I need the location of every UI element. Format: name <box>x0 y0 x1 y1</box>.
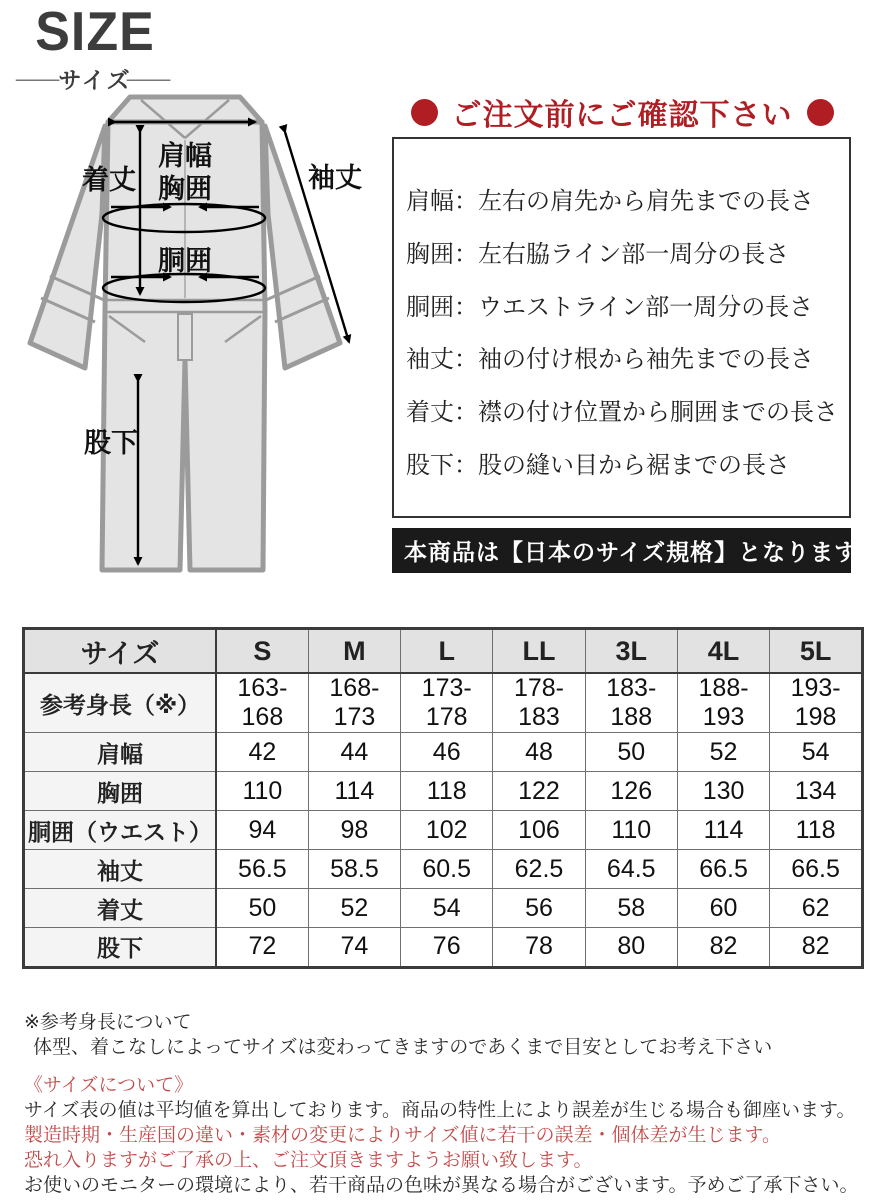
table-cell: 54 <box>770 733 862 772</box>
table-cell: 46 <box>401 733 493 772</box>
size-table <box>23 628 863 968</box>
confirm-title-text: ご注文前にご確認下さい <box>451 99 793 132</box>
table-cell: 56 <box>493 889 585 928</box>
table-header-cell: 5L <box>770 629 862 673</box>
table-cell: 48 <box>493 733 585 772</box>
note-line: 製造時期・生産国の違い・素材の変更によりサイズ値に若干の誤差・個体差が生じます。 <box>24 1125 781 1146</box>
note-line: 体型、着こなしによってサイズは変わってきますのであくまで目安としてお考え下さい <box>33 1037 773 1058</box>
table-cell: 98 <box>308 811 400 850</box>
table-cell: 106 <box>493 811 585 850</box>
table-row-label: 参考身長（※） <box>24 673 216 733</box>
red-dot-icon <box>807 99 834 126</box>
table-header-cell: LL <box>493 629 585 673</box>
table-cell: 62 <box>770 889 862 928</box>
table-cell: 50 <box>216 889 308 928</box>
table-cell: 82 <box>677 928 769 967</box>
note-line: 恐れ入りますがご了承の上、ご注文頂きますようお願い致します。 <box>24 1150 593 1171</box>
table-cell: 82 <box>770 928 862 967</box>
size-title-en: SIZE <box>35 1 155 63</box>
note-line: サイズ表の値は平均値を算出しております。商品の特性上により誤差が生じる場合も御座います。 <box>24 1100 856 1121</box>
table-header-cell: S <box>216 629 308 673</box>
footer-notes <box>24 1010 874 1198</box>
table-header-cell: サイズ <box>24 629 216 673</box>
table-row <box>24 889 862 928</box>
measurement-definition: 着丈：襟の付け位置から胴囲までの長さ <box>406 399 838 427</box>
table-cell: 76 <box>401 928 493 967</box>
table-row-label: 股下 <box>24 928 216 967</box>
table-cell: 42 <box>216 733 308 772</box>
table-cell: 114 <box>308 772 400 811</box>
measurement-definition: 肩幅：左右の肩先から肩先までの長さ <box>406 188 814 215</box>
table-cell: 60 <box>677 889 769 928</box>
table-cell: 94 <box>216 811 308 850</box>
table-row-label: 肩幅 <box>24 733 216 772</box>
table-cell: 193-198 <box>770 673 862 733</box>
table-row <box>24 928 862 967</box>
measurement-definition: 袖丈：袖の付け根から袖先までの長さ <box>406 346 814 374</box>
diagram-label-body-length: 着丈 <box>82 165 136 195</box>
dash-left: ― <box>16 65 64 91</box>
table-cell: 168-173 <box>308 673 400 733</box>
table-cell: 110 <box>216 772 308 811</box>
japan-size-banner <box>392 528 859 573</box>
measurement-definition: 胴囲：ウエストライン部一周分の長さ <box>406 293 814 321</box>
table-cell: 44 <box>308 733 400 772</box>
table-cell: 173-178 <box>401 673 493 733</box>
table-row-label: 袖丈 <box>24 850 216 889</box>
diagram-label-shoulder-width: 肩幅 <box>158 141 212 171</box>
table-cell: 58 <box>585 889 677 928</box>
table-cell: 62.5 <box>493 850 585 889</box>
note-line: お使いのモニターの環境により、若干商品の色味が異なる場合がございます。予めご了承下さい。 <box>24 1175 859 1196</box>
page-title <box>10 1 180 95</box>
diagram-label-waist: 胴囲 <box>158 246 212 276</box>
size-table-header-row <box>24 629 862 673</box>
table-cell: 118 <box>401 772 493 811</box>
table-cell: 134 <box>770 772 862 811</box>
diagram-label-sleeve-length: 袖丈 <box>308 163 362 193</box>
japan-size-banner-text: 本商品は【日本のサイズ規格】となります <box>404 539 859 565</box>
measurement-definition: 胸囲：左右脇ライン部一周分の長さ <box>406 240 790 268</box>
diagram-label-chest: 胸囲 <box>158 174 212 204</box>
table-cell: 52 <box>677 733 769 772</box>
table-row-label: 胸囲 <box>24 772 216 811</box>
table-cell: 126 <box>585 772 677 811</box>
confirm-title <box>392 92 852 132</box>
table-cell: 52 <box>308 889 400 928</box>
table-cell: 183-188 <box>585 673 677 733</box>
table-header-cell: M <box>308 629 400 673</box>
table-cell: 74 <box>308 928 400 967</box>
table-cell: 130 <box>677 772 769 811</box>
note-line: 《サイズについて》 <box>24 1075 194 1096</box>
table-cell: 60.5 <box>401 850 493 889</box>
table-cell: 66.5 <box>770 850 862 889</box>
table-header-cell: L <box>401 629 493 673</box>
dash-right: ― <box>126 65 174 91</box>
table-cell: 58.5 <box>308 850 400 889</box>
diagram-label-inseam: 股下 <box>84 428 138 458</box>
table-cell: 72 <box>216 928 308 967</box>
table-cell: 66.5 <box>677 850 769 889</box>
table-cell: 54 <box>401 889 493 928</box>
table-cell: 122 <box>493 772 585 811</box>
table-cell: 78 <box>493 928 585 967</box>
table-row <box>24 772 862 811</box>
table-cell: 80 <box>585 928 677 967</box>
measurement-definitions-box <box>392 137 851 518</box>
table-header-cell: 4L <box>677 629 769 673</box>
table-cell: 188-193 <box>677 673 769 733</box>
table-row-label: 胴囲（ウエスト） <box>24 811 216 850</box>
note-line: ※参考身長について <box>24 1012 192 1033</box>
table-row <box>24 850 862 889</box>
table-cell: 114 <box>677 811 769 850</box>
table-cell: 178-183 <box>493 673 585 733</box>
table-cell: 64.5 <box>585 850 677 889</box>
measurement-definition: 股下：股の縫い目から裾までの長さ <box>406 451 790 479</box>
table-header-cell: 3L <box>585 629 677 673</box>
coverall-diagram <box>5 88 395 613</box>
table-row <box>24 673 862 733</box>
table-row-label: 着丈 <box>24 889 216 928</box>
table-cell: 118 <box>770 811 862 850</box>
table-cell: 110 <box>585 811 677 850</box>
table-cell: 102 <box>401 811 493 850</box>
table-row <box>24 811 862 850</box>
table-row <box>24 733 862 772</box>
size-title-ja-text: サイズ <box>58 67 132 93</box>
table-cell: 163-168 <box>216 673 308 733</box>
table-cell: 56.5 <box>216 850 308 889</box>
red-dot-icon <box>411 99 438 126</box>
table-cell: 50 <box>585 733 677 772</box>
